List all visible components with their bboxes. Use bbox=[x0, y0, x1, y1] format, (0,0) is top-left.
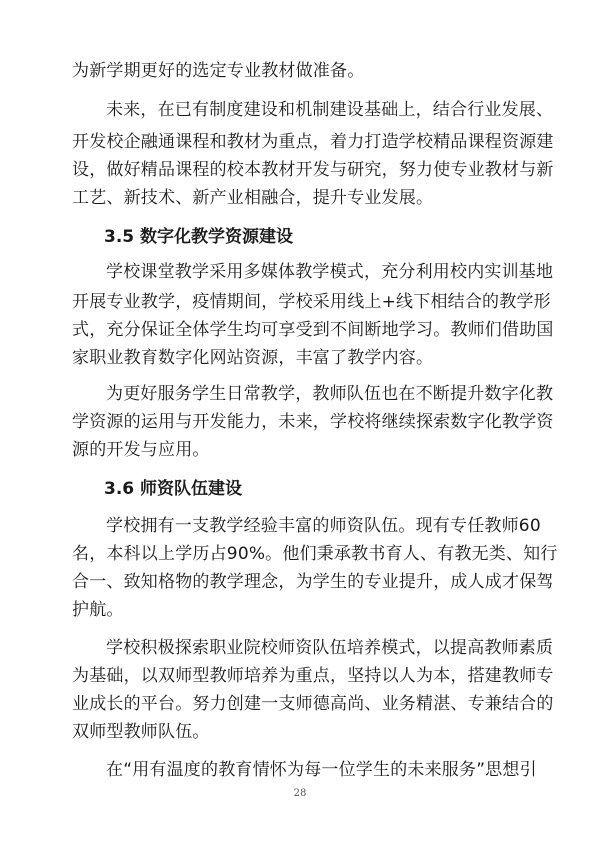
section-heading: 3.6 师资队伍建设 bbox=[104, 479, 243, 499]
paragraph-line: 为新学期更好的选定专业教材做准备。 bbox=[72, 61, 365, 81]
section-heading: 3.5 数字化教学资源建设 bbox=[104, 227, 294, 247]
paragraph-line: 学资源的运用与开发能力，未来，学校将继续探索数字化教学资 bbox=[72, 412, 554, 432]
paragraph-line: 双师型教师队伍。 bbox=[72, 722, 210, 742]
paragraph-line: 未来，在已有制度建设和机制建设基础上，结合行业发展、 bbox=[106, 100, 554, 120]
paragraph-line: 为更好服务学生日常教学，教师队伍也在不断提升数字化教 bbox=[106, 384, 554, 404]
paragraph-line: 设，做好精品课程的校本教材开发与研究，努力使专业教材与新 bbox=[72, 160, 554, 180]
paragraph-line: 源的开发与应用。 bbox=[72, 440, 210, 460]
paragraph-line: 开展专业教学，疫情期间，学校采用线上+线下相结合的教学形 bbox=[72, 292, 551, 312]
paragraph-line: 工艺、新技术、新产业相融合，提升专业发展。 bbox=[72, 188, 434, 208]
paragraph-line: 名，本科以上学历占90%。他们秉承教书育人、有教无类、知行 bbox=[72, 544, 558, 564]
paragraph-line: 学校积极探索职业院校师资队伍培养模式，以提高教师素质 bbox=[106, 638, 554, 658]
paragraph-line: 学校课堂教学采用多媒体教学模式，充分利用校内实训基地 bbox=[106, 262, 554, 282]
paragraph-line: 护航。 bbox=[72, 600, 124, 620]
page-number: 28 bbox=[293, 788, 307, 799]
paragraph-line: 开发校企融通课程和教材为重点，着力打造学校精品课程资源建 bbox=[72, 132, 554, 152]
paragraph-line: 为基础，以双师型教师培养为重点，坚持以人为本，搭建教师专 bbox=[72, 666, 554, 686]
paragraph-line: 合一、致知格物的教学理念，为学生的专业提升，成人成才保驾 bbox=[72, 572, 554, 592]
paragraph-line: 在“用有温度的教育情怀为每一位学生的未来服务”思想引 bbox=[106, 760, 537, 780]
paragraph-line: 业成长的平台。努力创建一支师德高尚、业务精湛、专兼结合的 bbox=[72, 694, 554, 714]
paragraph-line: 家职业教育数字化网站资源，丰富了教学内容。 bbox=[72, 348, 434, 368]
paragraph-line: 式，充分保证全体学生均可享受到不间断地学习。教师们借助国 bbox=[72, 320, 554, 340]
paragraph-line: 学校拥有一支教学经验丰富的师资队伍。现有专任教师60 bbox=[106, 516, 541, 536]
